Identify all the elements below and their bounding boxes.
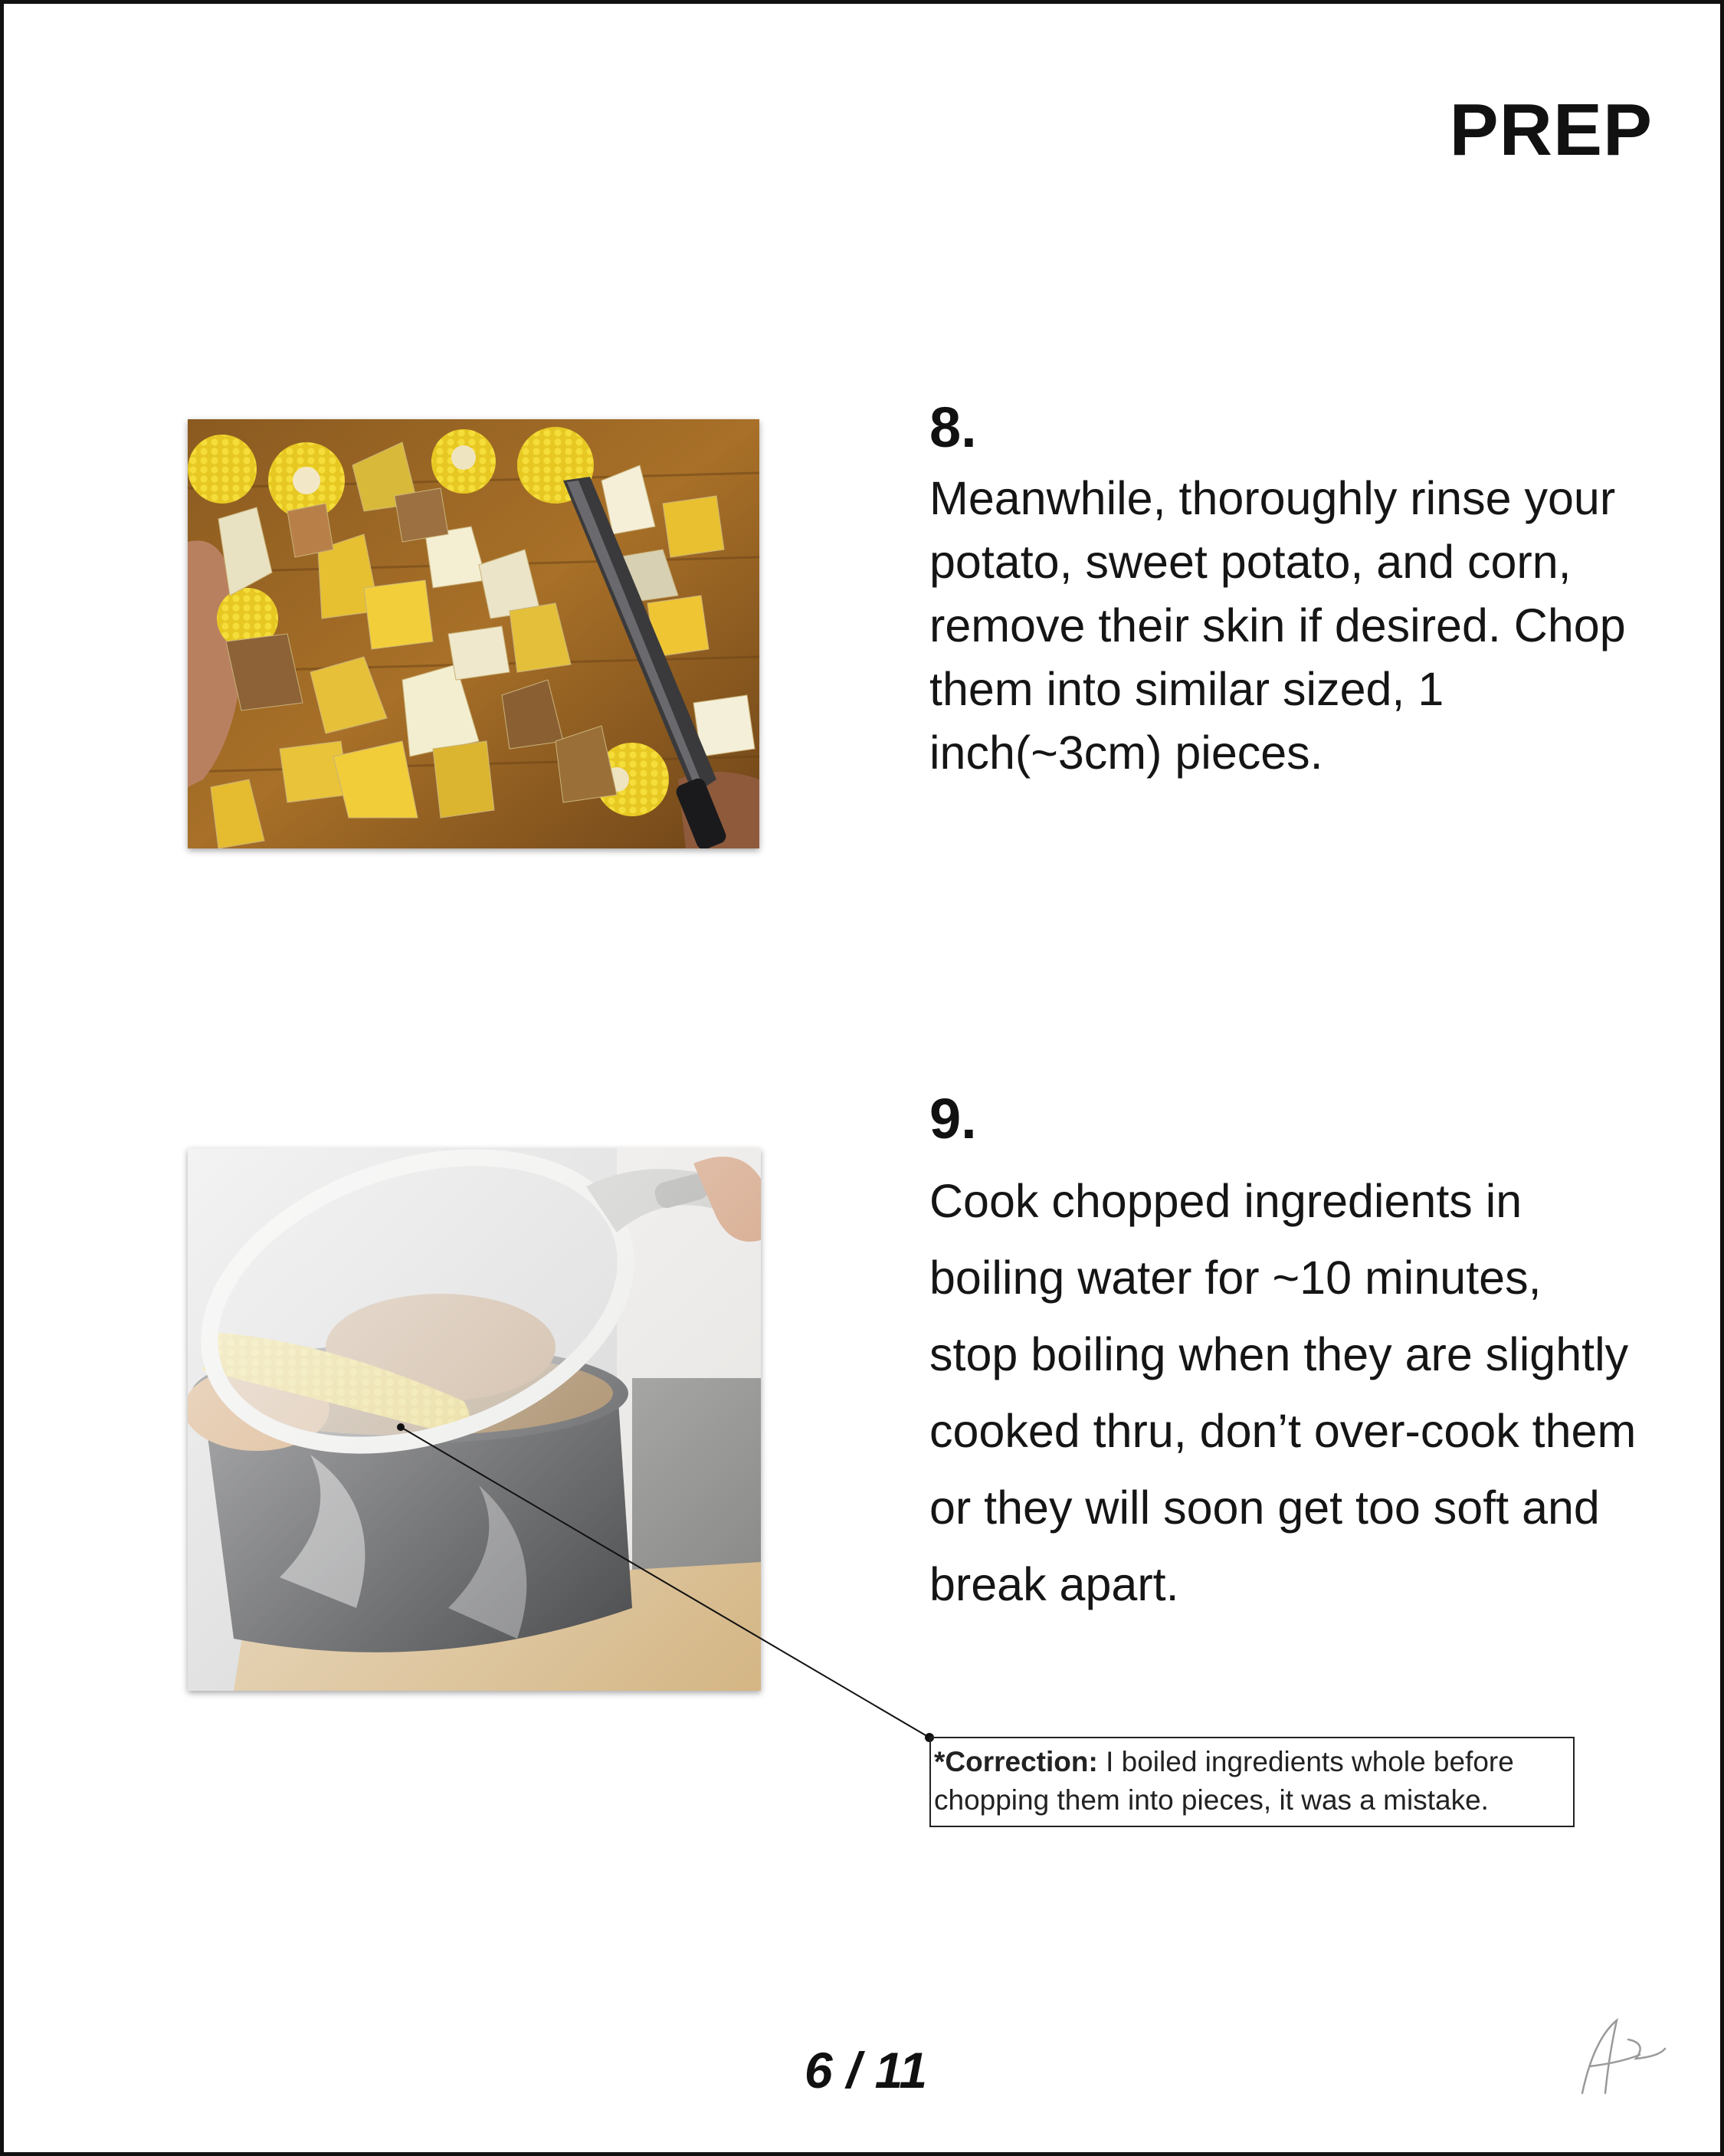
step-8-number: 8. xyxy=(929,395,977,459)
boiling-pot-photo xyxy=(188,1148,761,1691)
correction-label: *Correction: xyxy=(934,1746,1098,1777)
page-number: 6 / 11 xyxy=(804,2042,928,2099)
step-9-text: Cook chopped ingredients in boiling water for ~10 minutes, stop boiling when they are slightly cooked thru, don’t over-cook them or they will soon get too soft and break apart. xyxy=(929,1175,1637,1610)
annotation-leader-line xyxy=(4,4,1724,2156)
chopped-vegetables-photo xyxy=(188,419,759,848)
correction-text: I boiled ingredients whole before chopping them into pieces, it was a mistake. xyxy=(934,1746,1514,1816)
signature-mark-icon xyxy=(1575,2009,1674,2101)
correction-note xyxy=(929,1737,1575,1827)
step-8-text: Meanwhile, thoroughly rinse your potato, sweet potato, and corn, remove their skin if desired. Chop them into similar sized, 1 inch(~3cm) pieces. xyxy=(929,472,1626,779)
section-title: PREP xyxy=(1449,89,1653,171)
step-9-number: 9. xyxy=(929,1087,977,1150)
